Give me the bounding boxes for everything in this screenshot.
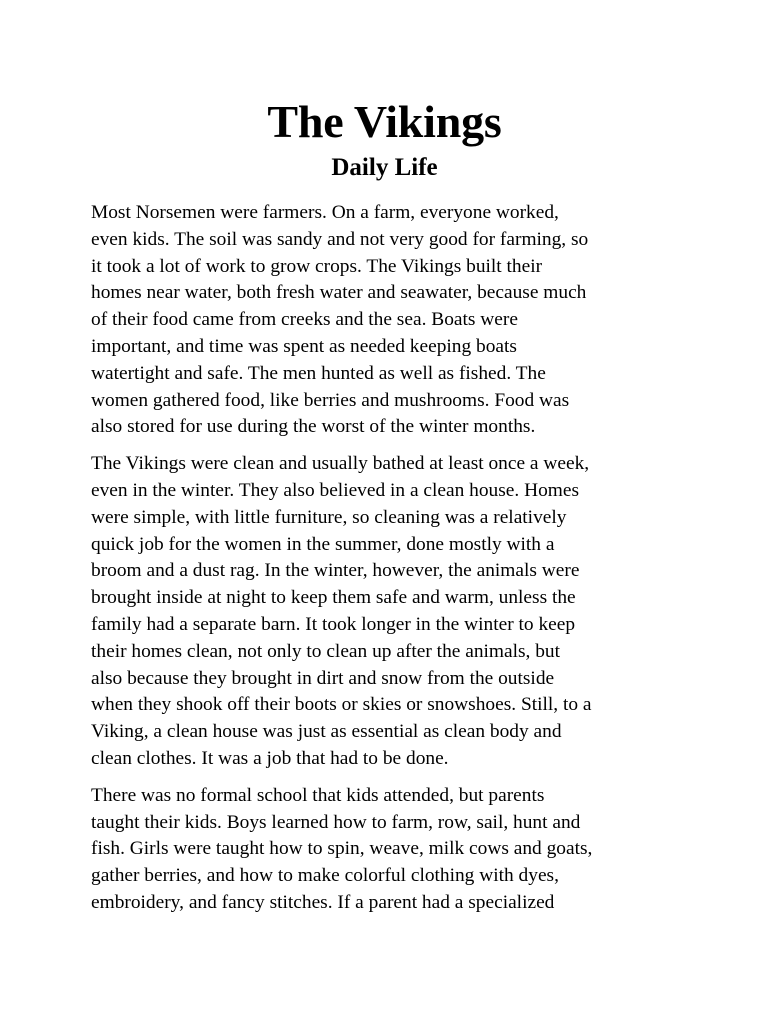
text-line: Viking, a clean house was just as essential as clean body and — [91, 721, 562, 743]
text-line: also because they brought in dirt and snow from the outside — [91, 667, 555, 689]
text-line: even kids. The soil was sandy and not very good for farming, so — [91, 228, 589, 250]
page-subtitle: Daily Life — [331, 154, 438, 181]
paragraph — [91, 451, 678, 773]
text-line: when they shook off their boots or skies or snowshoes. Still, to a — [91, 694, 592, 716]
page-title: The Vikings — [267, 96, 502, 147]
text-line: The Vikings were clean and usually bathed at least once a week, — [91, 453, 590, 475]
text-line: watertight and safe. The men hunted as well as fished. The — [91, 362, 546, 384]
text-line: fish. Girls were taught how to spin, weave, milk cows and goats, — [91, 838, 593, 860]
text-line: were simple, with little furniture, so cleaning was a relatively — [91, 506, 567, 528]
text-line: taught their kids. Boys learned how to farm, row, sail, hunt and — [91, 811, 581, 833]
text-line: their homes clean, not only to clean up after the animals, but — [91, 640, 561, 662]
text-line: family had a separate barn. It took longer in the winter to keep — [91, 613, 576, 635]
text-line: quick job for the women in the summer, done mostly with a — [91, 533, 555, 555]
text-line: important, and time was spent as needed keeping boats — [91, 335, 517, 357]
text-line: gather berries, and how to make colorful clothing with dyes, — [91, 865, 559, 887]
text-line: Most Norsemen were farmers. On a farm, everyone worked, — [91, 202, 559, 223]
text-line: homes near water, both fresh water and seawater, because much — [91, 282, 587, 304]
text-line: of their food came from creeks and the sea. Boats were — [91, 309, 518, 331]
text-line: even in the winter. They also believed in a clean house. Homes — [91, 479, 580, 501]
text-line: clean clothes. It was a job that had to be done. — [91, 747, 449, 769]
paragraph — [91, 200, 678, 441]
text-line: broom and a dust rag. In the winter, however, the animals were — [91, 560, 580, 582]
text-line: There was no formal school that kids attended, but parents — [91, 784, 545, 806]
paragraph — [91, 783, 678, 917]
text-line: embroidery, and fancy stitches. If a parent had a specialized — [91, 891, 555, 913]
text-line: women gathered food, like berries and mushrooms. Food was — [91, 389, 570, 411]
text-line: brought inside at night to keep them safe and warm, unless the — [91, 587, 576, 609]
body-text — [91, 200, 678, 917]
text-line: it took a lot of work to grow crops. The Vikings built their — [91, 255, 543, 277]
text-line: also stored for use during the worst of the winter months. — [91, 416, 536, 438]
